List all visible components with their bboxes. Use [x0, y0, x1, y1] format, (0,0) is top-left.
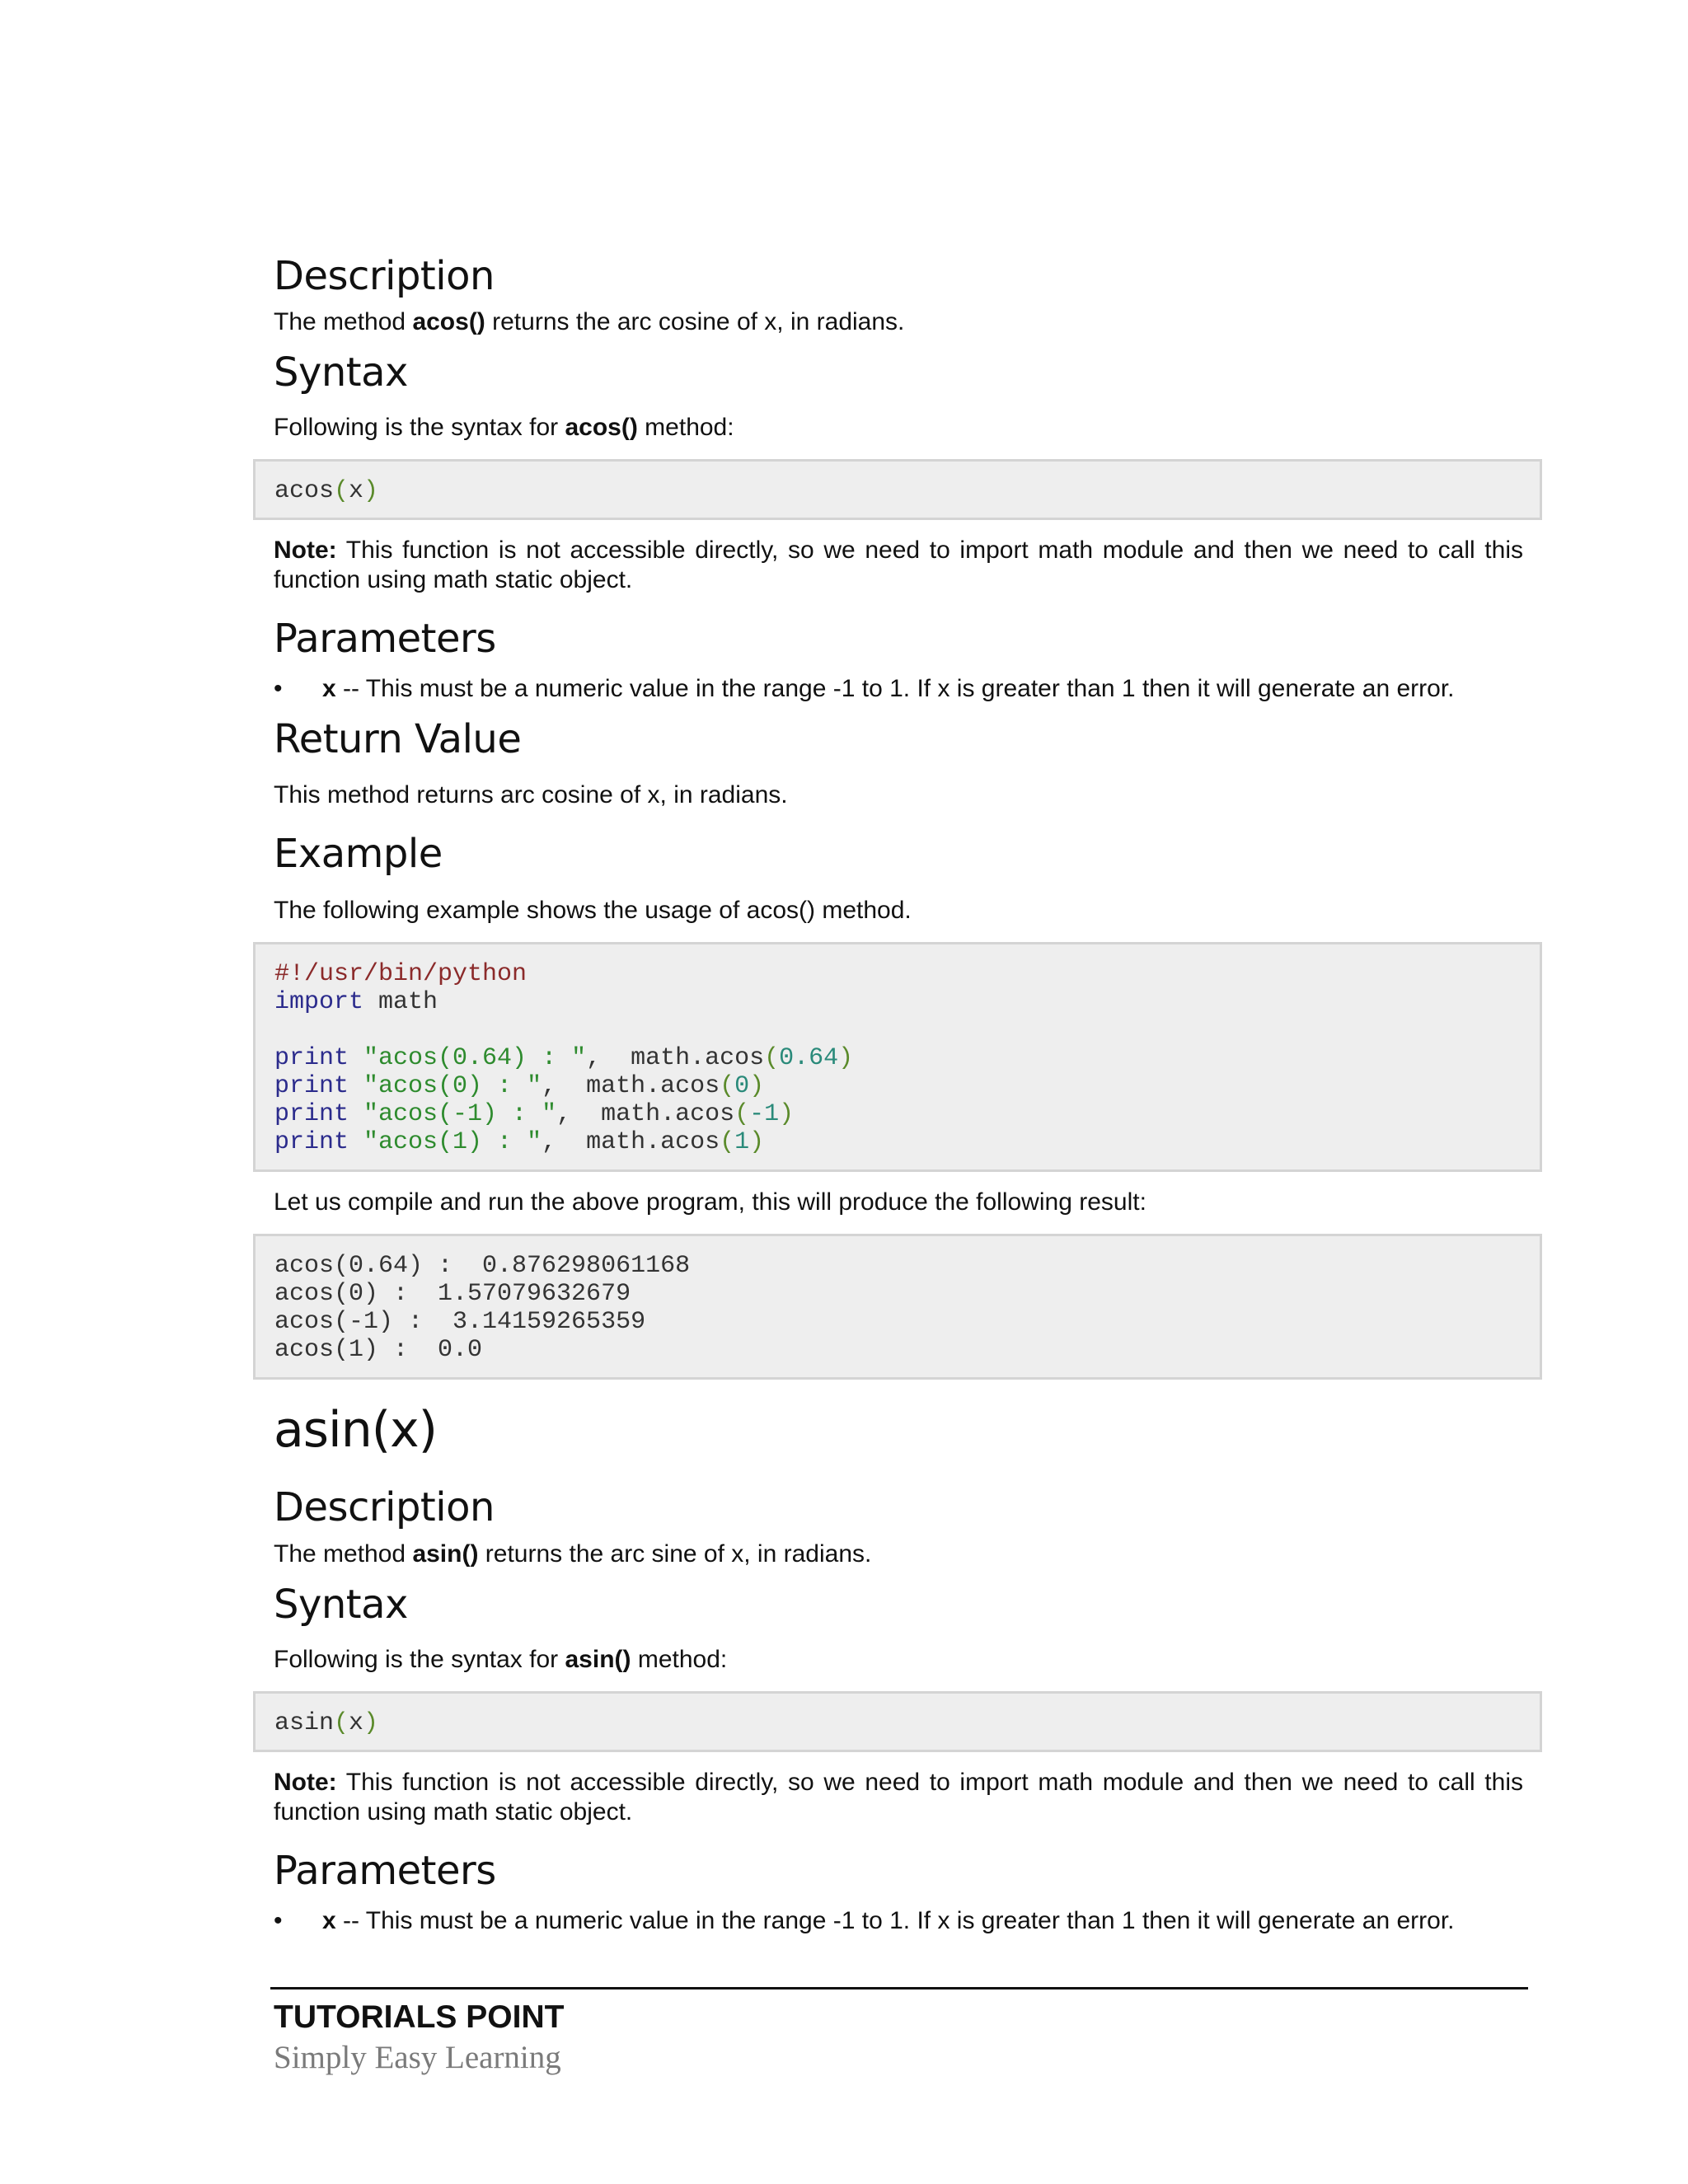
- asin-syntax-heading: Syntax: [274, 1582, 408, 1628]
- code-line: acos(-1) : 3.14159265359: [274, 1308, 646, 1336]
- syntax-code: acos(x): [274, 477, 379, 505]
- param-name: x: [322, 675, 336, 702]
- acos-example-intro: The following example shows the usage of acos() method.: [274, 897, 912, 924]
- text-run: returns the arc cosine of x, in radians.: [485, 308, 905, 335]
- example-code: [274, 960, 853, 1156]
- acos-syntax-heading: Syntax: [274, 349, 408, 396]
- code-line: acos(0) : 1.57079632679: [274, 1280, 631, 1308]
- code-line: import math: [274, 988, 438, 1016]
- asin-syntax-intro: [274, 1645, 727, 1675]
- footer-divider: [270, 1987, 1528, 1990]
- param-name: x: [322, 1907, 336, 1934]
- acos-result-block: [253, 1234, 1542, 1380]
- asin-description: [274, 1540, 871, 1569]
- note-text: This function is not accessible directly, so we need to import math module and then we need to call this function using math static object.: [274, 537, 1523, 593]
- asin-syntax-code-block: [253, 1691, 1542, 1752]
- text-run: Following is the syntax for: [274, 414, 565, 441]
- syntax-code: asin(x): [274, 1709, 379, 1737]
- acos-example-heading: Example: [274, 831, 443, 877]
- asin-parameters-heading: Parameters: [274, 1848, 496, 1894]
- code-line: print "acos(0.64) : ", math.acos(0.64): [274, 1044, 854, 1072]
- acos-result-intro: Let us compile and run the above program, this will produce the following result:: [274, 1188, 1146, 1216]
- acos-return-text: This method returns arc cosine of x, in radians.: [274, 781, 788, 808]
- note-text: This function is not accessible directly, so we need to import math module and then we need to call this function using math static object.: [274, 1769, 1523, 1825]
- method-name: acos(): [412, 308, 485, 335]
- code-line: acos(1) : 0.0: [274, 1336, 483, 1364]
- method-name: asin(): [412, 1540, 479, 1568]
- asin-title: asin(x): [274, 1401, 438, 1459]
- param-text: -- This must be a numeric value in the range -1 to 1. If x is greater than 1 then it will generate an error.: [335, 1907, 1455, 1934]
- method-name: acos(): [565, 414, 638, 441]
- text-run: method:: [631, 1646, 728, 1673]
- acos-description: [274, 307, 904, 337]
- text-run: returns the arc sine of x, in radians.: [478, 1540, 872, 1568]
- code-line: acos(0.64) : 0.876298061168: [274, 1252, 691, 1280]
- bullet-icon: •: [274, 1907, 283, 1934]
- code-line: [274, 1016, 853, 1044]
- method-name: asin(): [565, 1646, 631, 1673]
- acos-syntax-code-block: [253, 459, 1542, 520]
- acos-parameter-item: [322, 674, 1454, 704]
- asin-note: [274, 1768, 1523, 1827]
- code-line: print "acos(1) : ", math.acos(1): [274, 1128, 765, 1156]
- code-line: print "acos(0) : ", math.acos(0): [274, 1072, 765, 1100]
- note-label: Note:: [274, 1769, 337, 1796]
- bullet-icon: •: [274, 675, 283, 702]
- footer-tagline: Simply Easy Learning: [274, 2040, 561, 2075]
- result-output: [274, 1252, 690, 1364]
- code-line: #!/usr/bin/python: [274, 960, 528, 988]
- text-run: The method: [274, 308, 413, 335]
- asin-description-heading: Description: [274, 1484, 495, 1530]
- acos-parameters-heading: Parameters: [274, 616, 496, 662]
- param-text: -- This must be a numeric value in the range -1 to 1. If x is greater than 1 then it will generate an error.: [335, 675, 1455, 702]
- acos-example-code-block: [253, 942, 1542, 1172]
- footer-brand: TUTORIALS POINT: [274, 1999, 565, 2035]
- asin-parameter-item: [322, 1906, 1454, 1936]
- acos-description-heading: Description: [274, 253, 495, 299]
- text-run: Following is the syntax for: [274, 1646, 565, 1673]
- note-label: Note:: [274, 537, 337, 564]
- code-line: print "acos(-1) : ", math.acos(-1): [274, 1100, 795, 1128]
- acos-return-heading: Return Value: [274, 716, 522, 762]
- text-run: method:: [637, 414, 734, 441]
- text-run: The method: [274, 1540, 413, 1568]
- acos-syntax-intro: [274, 413, 734, 443]
- acos-note: [274, 536, 1523, 595]
